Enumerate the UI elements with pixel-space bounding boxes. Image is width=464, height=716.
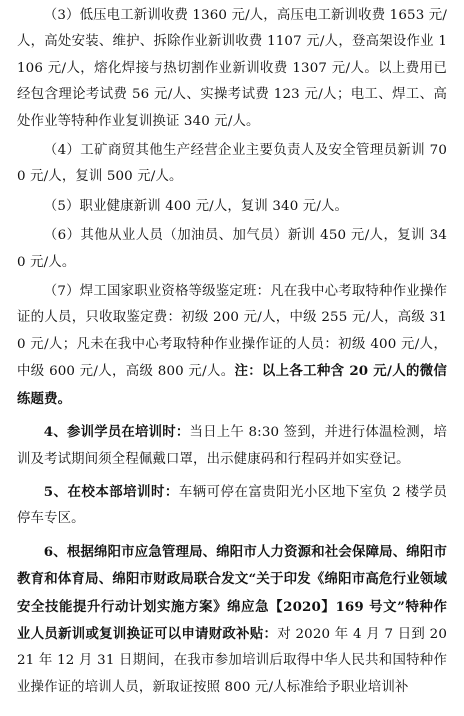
fee-item-7-text: （7）焊工国家职业资格等级鉴定班：凡在我中心考取特种作业操作证的人员，只收取鉴定费：初级 200 元/人，中级 255 元/人，高级 310 元/人；凡未在我中心考取特种作业操作证的人员：初级 400 元/人，中级 600 元/人，高级 800 元/人。 <box>17 284 447 380</box>
section-5 <box>17 479 447 533</box>
document-body <box>17 3 447 701</box>
fee-item-3: （3）低压电工新训收费 1360 元/人，高压电工新训收费 1653 元/人，高处安装、维护、拆除作业新训收费 1107 元/人，登高架设作业 1106 元/人，熔化焊接与热切割作业新训收费 1307 元/人。以上费用已经包含理论考试费 56 元/人、实操考试费 123 元/人；电工、焊工、高处作业等特种作业复训换证 340 元/人。 <box>17 8 447 129</box>
fee-item-5: （5）职业健康新训 400 元/人，复训 340 元/人。 <box>43 198 349 214</box>
fee-item-7 <box>17 279 447 413</box>
fee-item-6: （6）其他从业人员（加油员、加气员）新训 450 元/人，复训 340 元/人。 <box>17 228 447 270</box>
section-5-title: 5、在校本部培训时： <box>43 483 179 500</box>
section-6 <box>17 539 447 701</box>
fee-item-7-note: 注：以上各工种含 20 元/人的微信练题费。 <box>17 363 447 407</box>
section-4-text: 当日上午 8:30 签到，并进行体温检测，培训及考试期间须全程佩戴口罩，出示健康码和行程码并如实登记。 <box>17 425 447 467</box>
fee-item-4: （4）工矿商贸其他生产经营企业主要负责人及安全管理员新训 700 元/人，复训 500 元/人。 <box>17 143 447 185</box>
section-6-text: 对 2020 年 4 月 7 日到 2021 年 12 月 31 日期间，在我市参加培训后取得中华人民共和国特种作业操作证的培训人员，新取证按照 800 元/人标准给予职业培训补 <box>17 626 448 695</box>
section-4 <box>17 419 447 473</box>
section-5-text: 车辆可停在富贵阳光小区地下室负 2 楼学员停车专区。 <box>17 484 447 527</box>
section-4-title: 4、参训学员在培训时： <box>43 424 190 441</box>
section-6-title: 6、根据绵阳市应急管理局、绵阳市人力资源和社会保障局、绵阳市教育和体育局、绵阳市财政局联合发文“关于印发《绵阳市高危行业领域安全技能提升行动计划实施方案》绵应急【2020】169 号文”特种作业人员新训或复训换证可以申请财政补贴： <box>17 543 447 642</box>
